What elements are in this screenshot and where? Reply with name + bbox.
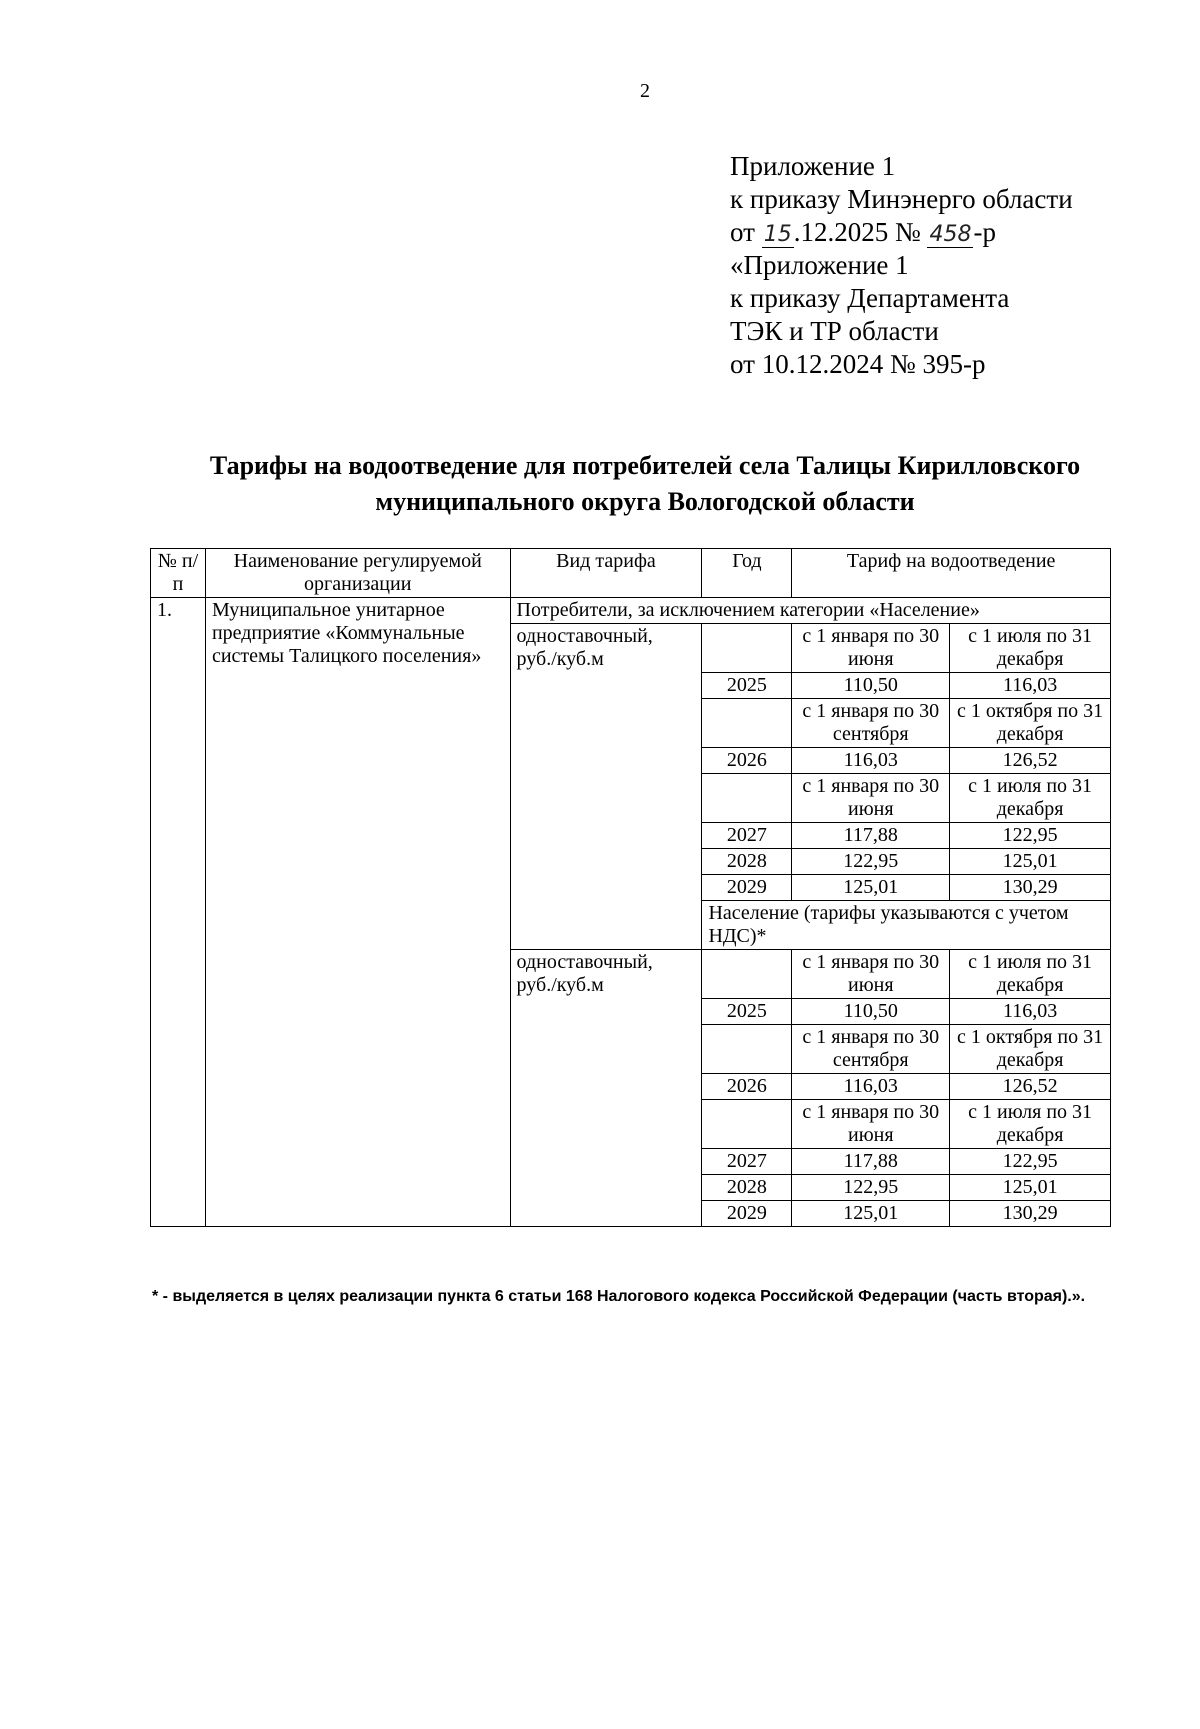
organization-name: Муниципальное унитарное предприятие «Коммунальные системы Талицкого поселения» [205,598,510,1227]
period-cell: с 1 января по 30 июня [792,950,950,999]
header-num: № п/п [151,549,206,598]
header-type: Вид тарифа [510,549,702,598]
value-cell: 130,29 [950,875,1111,901]
value-cell: 125,01 [792,1201,950,1227]
table-row [151,598,1111,624]
value-cell: 116,03 [792,748,950,774]
period-cell: с 1 октября по 31 декабря [950,1025,1111,1074]
value-cell: 116,03 [792,1074,950,1100]
appendix-mid: .12.2025 № [793,217,928,247]
tariff-type: одноставочный, руб./куб.м [510,624,702,950]
section-heading: Потребители, за исключением категории «Население» [510,598,1110,624]
year-cell: 2026 [702,1074,792,1100]
header-org: Наименование регулируемой организации [205,549,510,598]
value-cell: 117,88 [792,1149,950,1175]
year-cell: 2029 [702,1201,792,1227]
document-title [150,448,1140,520]
table-header-row [151,549,1111,598]
year-cell: 2027 [702,1149,792,1175]
period-cell: с 1 января по 30 июня [792,774,950,823]
year-cell-empty [702,774,792,823]
value-cell: 110,50 [792,999,950,1025]
value-cell: 116,03 [950,673,1111,699]
value-cell: 125,01 [950,1175,1111,1201]
appendix-line: к приказу Минэнерго области [730,184,1073,214]
value-cell: 122,95 [792,849,950,875]
value-cell: 125,01 [950,849,1111,875]
year-cell: 2025 [702,999,792,1025]
value-cell: 125,01 [792,875,950,901]
tariff-type: одноставочный, руб./куб.м [510,950,702,1227]
period-cell: с 1 июля по 31 декабря [950,774,1111,823]
year-cell: 2026 [702,748,792,774]
page-number: 2 [640,80,650,102]
year-cell: 2027 [702,823,792,849]
appendix-prefix: от [730,217,762,247]
value-cell: 116,03 [950,999,1111,1025]
period-cell: с 1 июля по 31 декабря [950,950,1111,999]
appendix-line: от 10.12.2024 № 395-р [730,349,986,379]
handwritten-day: 15 [763,222,792,247]
appendix-block [730,150,1073,381]
year-cell-empty [702,624,792,673]
year-cell-empty [702,950,792,999]
appendix-line: Приложение 1 [730,151,896,181]
header-year: Год [702,549,792,598]
value-cell: 122,95 [950,823,1111,849]
value-cell: 122,95 [792,1175,950,1201]
year-cell: 2028 [702,1175,792,1201]
year-cell: 2029 [702,875,792,901]
year-cell-empty [702,699,792,748]
period-cell: с 1 июля по 31 декабря [950,1100,1111,1149]
section-heading: Население (тарифы указываются с учетом НДС)* [702,901,1111,950]
appendix-line: «Приложение 1 [730,250,909,280]
period-cell: с 1 января по 30 сентября [792,699,950,748]
year-cell: 2025 [702,673,792,699]
row-number: 1. [151,598,206,1227]
appendix-line: к приказу Департамента [730,283,1010,313]
value-cell: 130,29 [950,1201,1111,1227]
tariff-table [150,548,1111,1227]
appendix-order-date-line [730,216,1073,249]
footnote: * - выделяется в целях реализации пункта 6 статьи 168 Налогового кодекса Российской Федерации (часть вторая).». [152,1288,1086,1305]
period-cell: с 1 января по 30 июня [792,624,950,673]
value-cell: 110,50 [792,673,950,699]
year-cell: 2028 [702,849,792,875]
value-cell: 117,88 [792,823,950,849]
value-cell: 126,52 [950,748,1111,774]
period-cell: с 1 января по 30 июня [792,1100,950,1149]
value-cell: 122,95 [950,1149,1111,1175]
period-cell: с 1 июля по 31 декабря [950,624,1111,673]
handwritten-order-number: 458 [929,222,972,247]
year-cell-empty [702,1025,792,1074]
header-tariff: Тариф на водоотведение [792,549,1111,598]
value-cell: 126,52 [950,1074,1111,1100]
period-cell: с 1 января по 30 сентября [792,1025,950,1074]
year-cell-empty [702,1100,792,1149]
title-line: Тарифы на водоотведение для потребителей села Талицы Кирилловского [209,451,1081,480]
period-cell: с 1 октября по 31 декабря [950,699,1111,748]
appendix-suffix: -р [973,217,996,247]
title-line: муниципального округа Вологодской области [375,487,915,516]
appendix-line: ТЭК и ТР области [730,316,939,346]
